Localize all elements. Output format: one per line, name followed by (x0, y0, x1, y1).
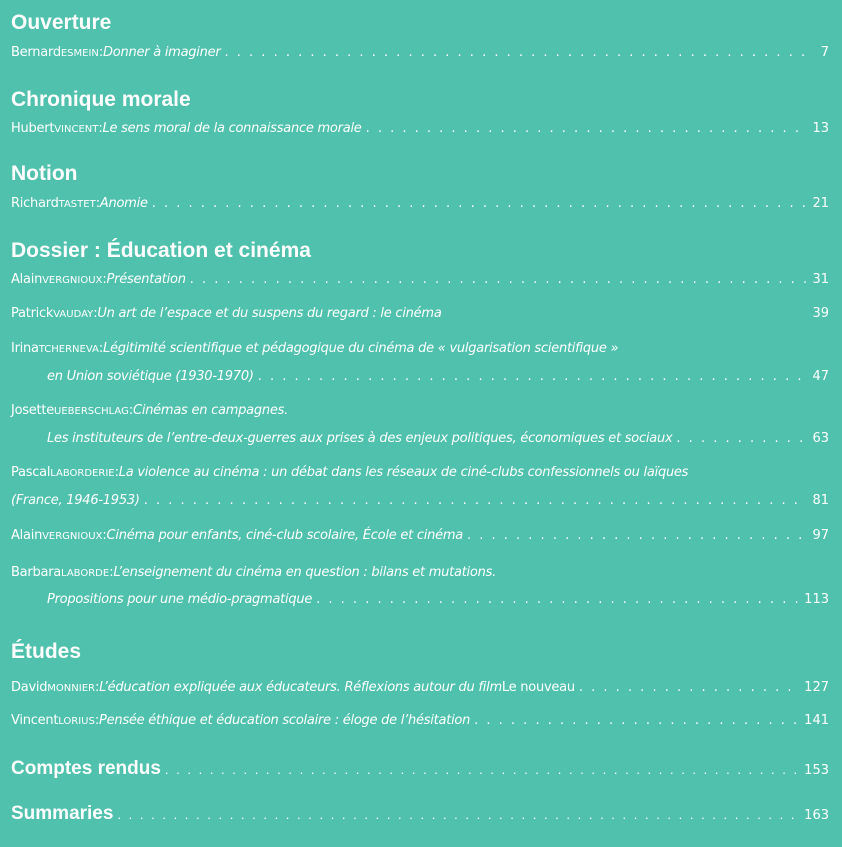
leader-dots (366, 120, 807, 138)
author-first: Bernard (11, 45, 61, 60)
leader-dots (316, 591, 800, 609)
leader-dots (165, 761, 800, 779)
separator: : (102, 528, 107, 543)
toc-entry-esmein[interactable] (11, 44, 829, 63)
toc-entry-tcherneva[interactable] (11, 340, 829, 359)
leader-dots (676, 430, 807, 448)
author-first: Patrick (11, 306, 54, 321)
leader-dots (467, 527, 807, 545)
toc-entry-laborde[interactable] (11, 564, 829, 583)
article-title-cont: en Union soviétique (1930-1970) (47, 369, 254, 384)
page-number: 31 (812, 272, 829, 287)
article-title: Présentation (106, 272, 186, 287)
toc-entry-comptes-rendus[interactable] (11, 760, 829, 780)
article-title-cont: (France, 1946-1953) (11, 493, 140, 508)
leader-dots (144, 492, 807, 510)
toc-entry-vergnioux-1[interactable] (11, 271, 829, 290)
toc-entry-tcherneva-cont[interactable] (47, 368, 829, 386)
separator: : (114, 465, 119, 480)
separator: : (102, 272, 107, 287)
article-title: Anomie (99, 196, 148, 211)
page-number: 153 (804, 763, 829, 778)
toc-entry-vincent[interactable] (11, 120, 829, 139)
author-last: VAUDAY (53, 309, 94, 320)
page-number: 97 (812, 528, 829, 543)
author-last: VERGNIOUX (42, 531, 103, 542)
article-title: Le sens moral de la connaissance morale (102, 121, 362, 136)
toc-entry-summaries[interactable] (11, 805, 829, 825)
toc-entry-ueberschlag[interactable] (11, 402, 829, 421)
toc-entry-ueberschlag-cont[interactable] (47, 430, 829, 448)
section-heading-summaries: Summaries (11, 803, 114, 824)
separator: : (94, 680, 100, 695)
leader-dots (152, 195, 807, 213)
author-first: David (11, 680, 48, 695)
author-last: VERGNIOUX (42, 275, 103, 286)
toc-entry-monnier[interactable] (11, 679, 829, 698)
separator: : (109, 565, 114, 580)
page-number: 163 (804, 808, 829, 823)
author-last: MONNIER (47, 683, 95, 694)
article-title: Pensée éthique et éducation scolaire : éloge de l’hésitation (99, 713, 471, 728)
toc-entry-tastet[interactable] (11, 195, 829, 214)
page-number: 39 (812, 306, 829, 321)
page-number: 63 (812, 431, 829, 446)
leader-dots (225, 44, 807, 62)
author-last: TCHERNEVA (38, 344, 99, 355)
section-heading-comptes: Comptes rendus (11, 758, 161, 779)
author-last: VINCENT (54, 124, 99, 135)
author-first: Hubert (11, 121, 55, 136)
film-title: Le nouveau (501, 680, 575, 695)
leader-dots (474, 712, 800, 730)
author-first: Barbara (11, 565, 62, 580)
toc-entry-laborderie[interactable] (11, 464, 829, 483)
toc-entry-laborderie-cont[interactable] (11, 492, 829, 510)
article-title: Cinémas en campagnes. (133, 403, 288, 418)
leader-dots (258, 368, 807, 386)
page-number: 127 (804, 680, 829, 695)
leader-dots (117, 806, 800, 824)
article-title-cont: Les instituteurs de l’entre-deux-guerres aux prises à des enjeux politiques, économiques et sociaux (47, 431, 673, 446)
page-number: 81 (812, 493, 829, 508)
author-first: Josette (11, 403, 55, 418)
author-first: Alain (11, 272, 43, 287)
leader-dots (190, 271, 807, 289)
author-last: UEBERSCHLAG (54, 406, 129, 417)
page-number: 47 (812, 369, 829, 384)
author-first: Vincent (11, 713, 59, 728)
article-title: L’éducation expliquée aux éducateurs. Réflexions autour du film (99, 680, 502, 695)
article-title: Cinéma pour enfants, ciné-club scolaire, École et cinéma (106, 528, 463, 543)
section-heading-etudes: Études (11, 640, 82, 663)
author-first: Alain (11, 528, 43, 543)
section-heading-notion: Notion (11, 162, 78, 185)
article-title: Un art de l’espace et du suspens du regard : le cinéma (97, 306, 442, 321)
author-last: LABORDERIE (50, 468, 115, 479)
separator: : (94, 713, 99, 728)
separator: : (95, 196, 100, 211)
separator: : (128, 403, 133, 418)
article-title: L’enseignement du cinéma en question : bilans et mutations. (113, 565, 497, 580)
toc-entry-vauday[interactable] (11, 305, 829, 324)
author-last: TASTET (58, 199, 96, 210)
toc-entry-vergnioux-2[interactable] (11, 527, 829, 546)
author-first: Richard (11, 196, 59, 211)
page-number: 7 (820, 45, 829, 60)
section-heading-ouverture: Ouverture (11, 11, 112, 34)
article-title: Donner à imaginer (103, 45, 221, 60)
separator: : (98, 341, 104, 356)
page-number: 113 (804, 592, 829, 607)
author-first: Pascal (11, 465, 51, 480)
section-heading-dossier: Dossier : Éducation et cinéma (11, 239, 311, 262)
toc-entry-laborde-cont[interactable] (47, 591, 829, 609)
article-title-cont: Propositions pour une médio-pragmatique (47, 592, 313, 607)
author-last: ESMEIN (60, 48, 99, 59)
author-last: LABORDE (61, 568, 110, 579)
separator: : (93, 306, 98, 321)
section-heading-chronique: Chronique morale (11, 88, 191, 111)
separator: : (98, 45, 104, 60)
author-first: Irina (11, 341, 39, 356)
leader-dots (579, 679, 800, 697)
toc-entry-lorius[interactable] (11, 712, 829, 731)
article-title: La violence au cinéma : un débat dans les réseaux de ciné-clubs confessionnels ou laïques (118, 465, 689, 480)
article-title: Légitimité scientifique et pédagogique du cinéma de « vulgarisation scientifique » (103, 341, 619, 356)
page-number: 13 (812, 121, 829, 136)
page-number: 21 (812, 196, 829, 211)
author-last: LORIUS (58, 716, 95, 727)
page-number: 141 (804, 713, 829, 728)
separator: : (98, 121, 103, 136)
